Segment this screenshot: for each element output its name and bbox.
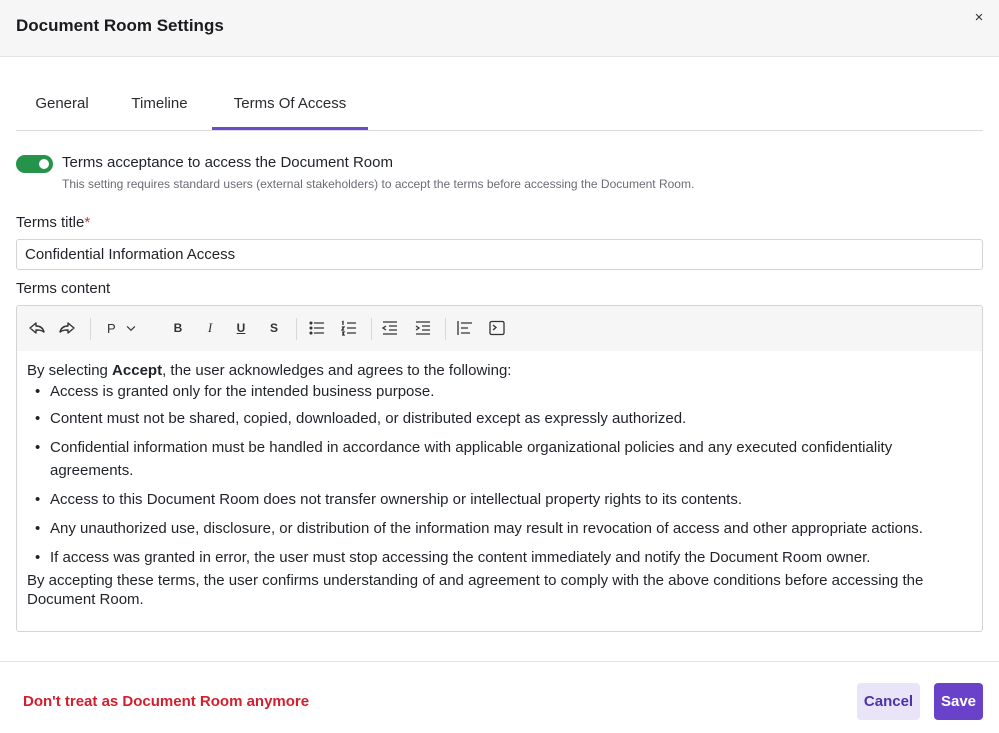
intro-suffix: , the user acknowledges and agrees to the following: — [162, 362, 512, 379]
list-item: • Access to this Document Room does not transfer ownership or intellectual property rights to its contents. — [27, 490, 972, 509]
strikethrough-button[interactable] — [263, 317, 285, 339]
terms-title-input[interactable] — [16, 239, 983, 270]
chevron-down-icon — [124, 321, 138, 335]
indent-icon[interactable] — [412, 317, 434, 339]
underline-icon: U — [236, 321, 246, 335]
dialog-title: Document Room Settings — [16, 16, 224, 35]
tab-timeline[interactable]: Timeline — [131, 95, 188, 112]
tab-bar — [16, 86, 983, 131]
toggle-knob — [39, 159, 49, 169]
italic-icon: I — [207, 320, 213, 335]
toggle-label: Terms acceptance to access the Document Room — [62, 154, 393, 171]
bold-button[interactable] — [167, 317, 189, 339]
dialog-header — [0, 0, 999, 57]
underline-button[interactable] — [230, 317, 252, 339]
strikethrough-icon: S — [269, 321, 278, 335]
terms-intro — [27, 361, 972, 380]
terms-acceptance-toggle[interactable] — [16, 155, 53, 173]
toggle-description: This setting requires standard users (external stakeholders) to accept the terms before accessing the Document Room. — [62, 177, 695, 191]
terms-list — [27, 382, 972, 567]
list-item: • Content must not be shared, copied, downloaded, or distributed except as expressly authorized. — [27, 409, 972, 428]
align-left-icon[interactable] — [454, 317, 476, 339]
close-icon[interactable]: × — [974, 9, 984, 26]
list-item: • Any unauthorized use, disclosure, or distribution of the information may result in revocation of access and other appropriate actions. — [27, 517, 972, 540]
code-block-icon[interactable] — [486, 317, 508, 339]
toolbar-separator — [445, 318, 446, 340]
toolbar-separator — [371, 318, 372, 340]
remove-document-room-link[interactable]: Don't treat as Document Room anymore — [23, 693, 310, 710]
tab-general[interactable]: General — [35, 95, 89, 112]
italic-button[interactable] — [199, 317, 221, 339]
rich-text-editor — [16, 305, 983, 632]
toolbar-separator — [296, 318, 297, 340]
toolbar-separator — [90, 318, 91, 340]
list-item: • Confidential information must be handled in accordance with applicable organizational policies and any executed confidentiality agreements. — [27, 436, 972, 482]
undo-icon[interactable] — [26, 317, 48, 339]
bullet-list-icon[interactable] — [306, 317, 328, 339]
dialog-footer — [0, 661, 999, 733]
editor-toolbar — [17, 306, 982, 351]
terms-title-label-text: Terms title — [16, 214, 85, 231]
numbered-list-icon[interactable] — [338, 317, 360, 339]
redo-icon[interactable] — [56, 317, 78, 339]
list-item: • If access was granted in error, the user must stop accessing the content immediately and notify the Document Room owner. — [27, 548, 972, 567]
editor-content[interactable] — [27, 361, 972, 609]
paragraph-style-select[interactable] — [103, 317, 143, 339]
cancel-button[interactable]: Cancel — [857, 683, 920, 720]
outdent-icon[interactable] — [379, 317, 401, 339]
list-item: • Access is granted only for the intended business purpose. — [27, 382, 972, 401]
intro-bold: Accept — [112, 362, 163, 379]
terms-title-label — [16, 214, 90, 231]
paragraph-style-value: P — [107, 320, 116, 336]
tab-terms-of-access[interactable]: Terms Of Access — [212, 86, 368, 130]
save-button[interactable]: Save — [934, 683, 983, 720]
required-mark: * — [84, 214, 91, 231]
terms-content-label: Terms content — [16, 280, 111, 297]
terms-closing: By accepting these terms, the user confirms understanding of and agreement to comply with the above conditions before accessing the Document Room. — [27, 572, 924, 608]
intro-prefix: By selecting — [27, 362, 113, 379]
bold-icon: B — [173, 321, 183, 335]
